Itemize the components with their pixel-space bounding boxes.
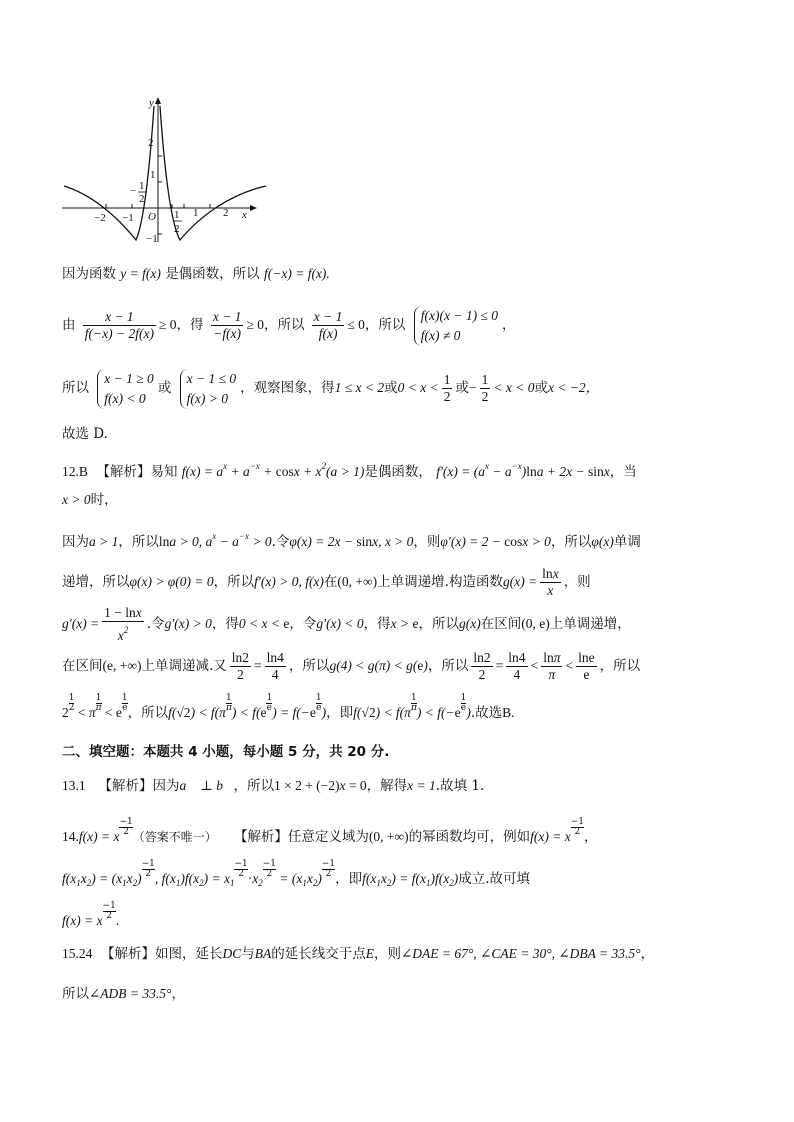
x-axis-arrow-icon <box>250 205 257 211</box>
tick-y-1: 1 <box>150 169 156 181</box>
origin-label: O <box>148 211 156 223</box>
tick-x-half-den: 2 <box>174 223 180 235</box>
svg-text:−: − <box>130 185 137 197</box>
problem-12-line-2: x > 0时， <box>62 492 118 508</box>
line-4: 故选 D. <box>62 426 108 442</box>
line-3: 所以 x − 1 ≥ 0 f(x) < 0 或 x − 1 ≤ 0 f(x) > 0 ，观察图象，得1 ≤ x < 2或0 < x < $\frac{1}{2}$ 或− $\frac{1}{2}$ < x < 0或x < −2， <box>62 366 599 410</box>
x-axis-label: x <box>242 209 247 221</box>
section-2-heading: 二、填空题：本题共 4 小题，每小题 5 分，共 20 分. <box>62 744 390 760</box>
problem-13: 13.1 【解析】因为a⃗ ⊥ b⃗，所以1 × 2 + (−2)x = 0，解得x = 1.故填 1. <box>62 778 485 794</box>
problem-14-line-3: f(x) = x $\frac{-1}{2}$ . <box>62 901 120 928</box>
problem-12-line-7: 2 $\frac{1}{2}$ < π $\frac{1}{\pi}$ < e $\frac{1}{e}$ ，所以f(√2) < f(π $\frac{1}{\pi}$ ) < f(e $\frac{1}{e}$ ) = f(−e $\frac{1}{e}$ )，即f(√2) < f(π $\frac{1}{\pi}$ ) < f(−e $\frac{1}{e}$ ).故选B. <box>62 693 515 721</box>
problem-12-line-3: 因为a > 1，所以lna > 0, $a^x - a^{-x} > 0$.令φ(x) = 2x − sinx, x > 0，则φ′(x) = 2 − cosx > 0，所以φ(x)单调 <box>62 531 641 550</box>
tick-y-neg1: −1 <box>146 233 158 245</box>
problem-14-line-1: 14.f(x) = x $\frac{-1}{2}$ （答案不唯一） 【解析】任意定义域为(0, +∞)的幂函数均可，例如f(x) = x $\frac{-1}{2}$ ， <box>62 817 598 845</box>
tick-x-neg-half-den: 2 <box>139 193 145 205</box>
problem-14-line-2: $f(x_1x_2) = (x_1x_2)$ $\frac{-1}{2}$ , $f(x_1)f(x_2) = x_1$ $\frac{-1}{2}$ $\cdot x_2$ $\frac{-1}{2}$ = $(x_1x_2)$ $\frac{-1}{2}$ ，即$f(x_1x_2) = f(x_1)f(x_2)$成立.故可填 <box>62 859 531 888</box>
line-1: 因为函数 y = f(x) 是偶函数，所以 f(−x) = f(x). <box>62 266 330 282</box>
tick-x-neg1: −1 <box>122 212 134 224</box>
problem-12-line-1: 12.B 【解析】易知 $f(x) = a^x + a^{-x} + \cos x + x^2(a > 1)$是偶函数， $f'(x) = (a^x - a^{-x})\ln a + 2x - \sin x$，当 <box>62 461 637 480</box>
problem-15-line-1: 15.24 【解析】如图，延长DC与BA的延长线交于点E，则∠DAE = 67°, ∠CAE = 30°, ∠DBA = 33.5°， <box>62 946 655 962</box>
y-axis-label: y <box>149 97 154 109</box>
tick-x-neg2: −2 <box>94 212 106 224</box>
problem-12-line-4: 递增，所以φ(x) > φ(0) = 0，所以f′(x) > 0, f(x)在(0, +∞)上单调递增.构造函数g(x) = $\frac{\ln x}{x}$ ，则 <box>62 566 591 598</box>
tick-y-2: 2 <box>148 137 154 149</box>
function-graph <box>60 94 272 246</box>
line-2: 由 $\frac{x - 1}{f(-x) - 2f(x)}$ ≥ 0，得 $\frac{x - 1}{-f(x)}$ ≥ 0，所以 $\frac{x - 1}{f(x)}$ ≤ 0，所以 f(x)(x − 1) ≤ 0 f(x) ≠ 0 ， <box>62 303 515 347</box>
tick-x-neg-half-num: 1 <box>139 180 145 192</box>
y-axis-arrow-icon <box>155 97 161 104</box>
curve <box>64 106 154 240</box>
tick-x-2: 2 <box>223 207 229 219</box>
problem-12-line-5: g′(x) = $\frac{1 - \ln x}{x^2}$ .令g′(x) > 0，得0 < x < e，令g′(x) < 0，得x > e，所以g(x)在区间(0, e)上单调递增， <box>62 605 631 643</box>
problem-12-line-6: 在区间(e, +∞)上单调递减.又 $\frac{\ln 2}{2}$ = $\frac{\ln 4}{4}$ ，所以g(4) < g(π) < g(e)，所以 $\frac{\ln 2}{2}$ = $\frac{\ln 4}{4}$ < $\frac{\ln\pi}{\pi}$ < $\frac{\ln e}{e}$ ，所以 <box>62 650 641 682</box>
tick-x-1: 1 <box>193 207 199 219</box>
tick-x-half-num: 1 <box>174 209 180 221</box>
problem-15-line-2: 所以∠ADB = 33.5°， <box>62 986 185 1002</box>
